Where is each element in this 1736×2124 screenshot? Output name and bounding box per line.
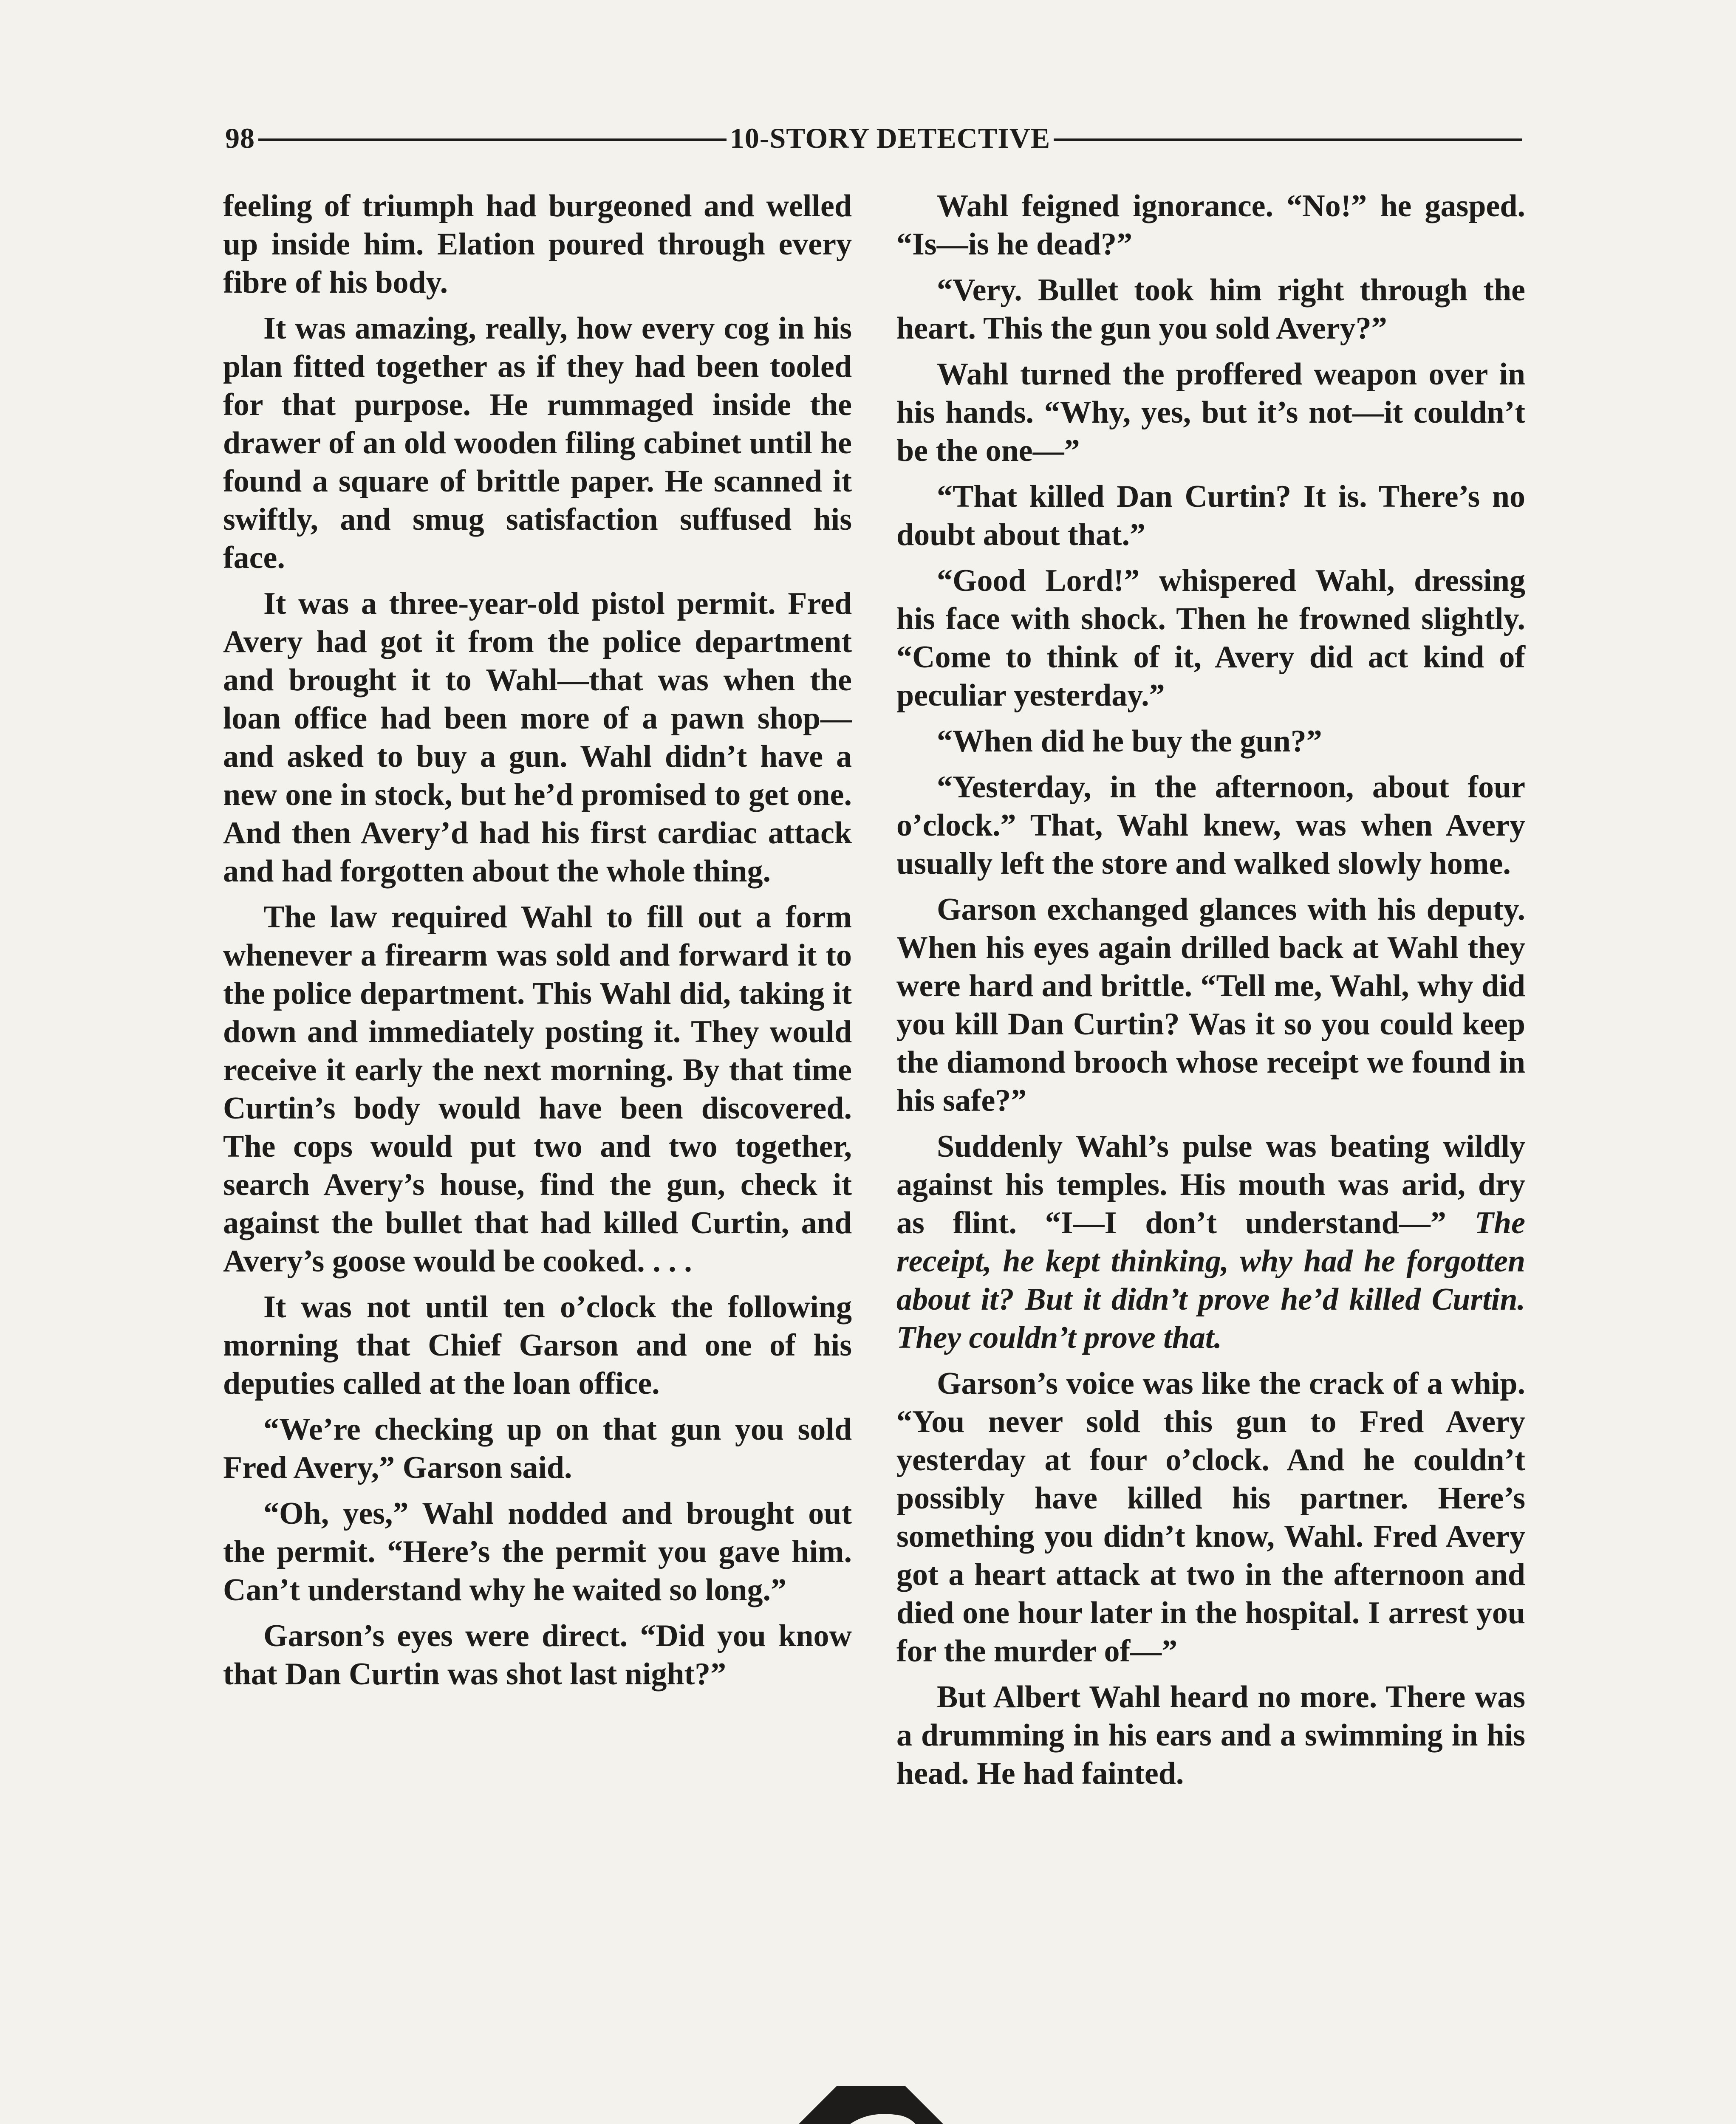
paragraph: It was not until ten o’clock the following morning that Chief Garson and one of his deputies called at the loan office. (223, 1290, 852, 1401)
paragraph: “Good Lord!” whispered Wahl, dressing his face with shock. Then he frowned slightly. “Come to think of it, Avery did act kind of peculiar yesterday.” (896, 563, 1525, 713)
paragraph: “That killed Dan Curtin? It is. There’s no doubt about that.” (896, 479, 1525, 552)
header-rule-left (258, 138, 727, 141)
paragraph: Wahl feigned ignorance. “No!” he gasped. “Is—is he dead?” (896, 189, 1525, 262)
paragraph: “Very. Bullet took him right through the heart. This the gun you sold Avery?” (896, 273, 1525, 346)
magazine-title: 10-STORY DETECTIVE (729, 121, 1051, 154)
paragraph: “When did he buy the gun?” (937, 724, 1322, 759)
italic-thought: The receipt, he kept thinking, why had he forgotten about it? But it didn’t prove he’d killed Curtin. They couldn’t prove that. (896, 1206, 1525, 1355)
left-column (223, 187, 852, 1701)
paragraph: feeling of triumph had burgeoned and welled up inside him. Elation poured through every fibre of his body. (223, 189, 852, 300)
paragraph (896, 1127, 1525, 1357)
paragraph: Garson’s voice was like the crack of a whip. “You never sold this gun to Fred Avery yesterday at four o’clock. And he couldn’t possibly have killed his partner. Here’s something you didn’t know, Wahl. Fred Avery got a heart attack at two in the afternoon and died one hour later in the hospital. I arrest you for the murder of—” (896, 1366, 1525, 1669)
detective-portrait-icon (790, 2082, 952, 2124)
paragraph: “Oh, yes,” Wahl nodded and brought out the permit. “Here’s the permit you gave him. Can’t understand why he waited so long.” (223, 1496, 852, 1607)
page-number: 98 (225, 121, 255, 154)
paragraph: It was amazing, really, how every cog in his plan fitted together as if they had been tooled for that purpose. He rummaged inside the drawer of an old wooden filing cabinet until he found a square of brittle paper. He scanned it swiftly, and smug satisfaction suffused his face. (223, 311, 852, 575)
paragraph: It was a three-year-old pistol permit. Fred Avery had got it from the police department and brought it to Wahl—that was when the loan office had been more of a pawn shop—and asked to buy a gun. Wahl didn’t have a new one in stock, but he’d promised to get one. And then Avery’d had his first cardiac attack and had forgotten about the whole thing. (223, 586, 852, 889)
paragraph: The law required Wahl to fill out a form whenever a firearm was sold and forward it to the police department. This Wahl did, taking it down and immediately posting it. They would receive it early the next morning. By that time Curtin’s body would have been discovered. The cops would put two and two together, search Avery’s house, find the gun, check it against the bullet that had killed Curtin, and Avery’s goose would be cooked. . . . (223, 900, 852, 1279)
paragraph: But Albert Wahl heard no more. There was a drumming in his ears and a swimming in his head. He had fainted. (896, 1680, 1525, 1791)
right-column (896, 187, 1525, 1800)
paragraph: “We’re checking up on that gun you sold Fred Avery,” Garson said. (223, 1412, 852, 1485)
paragraph: “Yesterday, in the afternoon, about four o’clock.” That, Wahl knew, was when Avery usually left the store and walked slowly home. (896, 770, 1525, 881)
running-header (225, 115, 1525, 161)
paragraph: Garson exchanged glances with his deputy. When his eyes again drilled back at Wahl they were hard and brittle. “Tell me, Wahl, why did you kill Dan Curtin? Was it so you could keep the diamond brooch whose receipt we found in his safe?” (896, 892, 1525, 1118)
paragraph-text: Suddenly Wahl’s pulse was beating wildly against his temples. His mouth was arid, dry as flint. “I—I don’t understand—” (896, 1129, 1525, 1240)
paragraph: Wahl turned the proffered weapon over in his hands. “Why, yes, but it’s not—it couldn’t be the one—” (896, 357, 1525, 468)
header-rule-right (1054, 138, 1522, 141)
paragraph: Garson’s eyes were direct. “Did you know that Dan Curtin was shot last night?” (223, 1618, 852, 1692)
